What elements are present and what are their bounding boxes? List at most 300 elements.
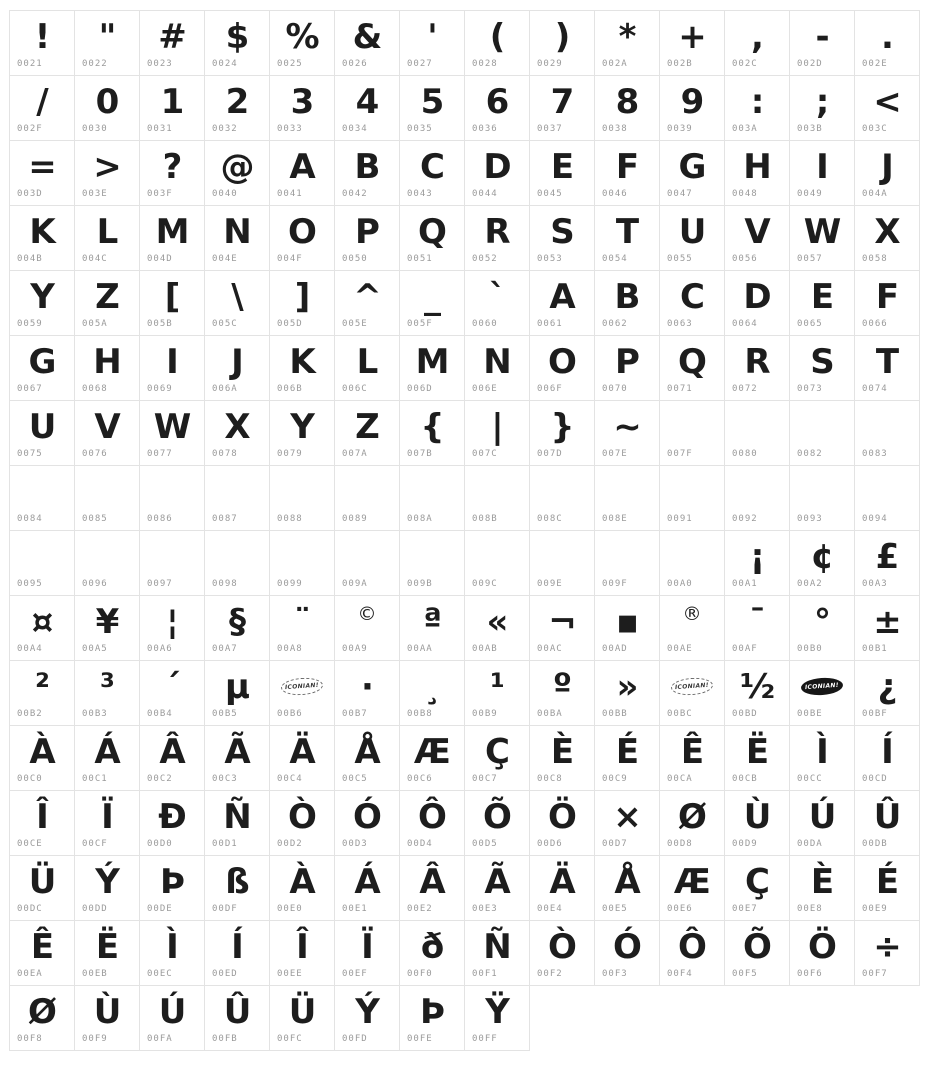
glyph-row	[9, 140, 921, 206]
codepoint-label: 0057	[797, 254, 823, 264]
glyph-cell	[269, 400, 335, 466]
codepoint-label: 00DE	[147, 904, 173, 914]
glyph: ·	[361, 667, 373, 707]
glyph: Ò	[548, 927, 576, 967]
glyph-cell	[594, 725, 660, 791]
codepoint-label: 00A1	[732, 579, 758, 589]
glyph: [	[164, 277, 180, 317]
codepoint-label: 005A	[82, 319, 108, 329]
glyph-cell	[854, 790, 920, 856]
glyph-cell	[139, 205, 205, 271]
glyph: #	[158, 17, 186, 57]
codepoint-label: 0069	[147, 384, 173, 394]
codepoint-label: 008B	[472, 514, 498, 524]
glyph-row	[9, 985, 921, 1051]
codepoint-label: 00F9	[82, 1034, 108, 1044]
glyph-cell	[529, 140, 595, 206]
glyph: W	[803, 212, 841, 252]
glyph-cell	[594, 335, 660, 401]
glyph-cell	[9, 855, 75, 921]
glyph-cell	[139, 985, 205, 1051]
codepoint-label: 00B8	[407, 709, 433, 719]
glyph-cell	[854, 335, 920, 401]
glyph-cell	[74, 985, 140, 1051]
codepoint-label: 00D9	[732, 839, 758, 849]
glyph	[790, 466, 854, 516]
glyph-cell	[334, 855, 400, 921]
glyph-cell	[204, 920, 270, 986]
glyph-row	[9, 530, 921, 596]
codepoint-label: 0043	[407, 189, 433, 199]
codepoint-label: 0028	[472, 59, 498, 69]
glyph-row	[9, 790, 921, 856]
glyph: P	[355, 212, 379, 252]
glyph-cell	[659, 465, 725, 531]
glyph: Ñ	[223, 797, 251, 837]
glyph	[855, 466, 919, 516]
glyph-cell	[464, 335, 530, 401]
glyph-cell	[139, 920, 205, 986]
glyph: D	[483, 147, 511, 187]
glyph: I	[166, 342, 178, 382]
codepoint-label: 002F	[17, 124, 43, 134]
glyph: 2	[225, 82, 249, 122]
glyph: &	[352, 17, 382, 57]
codepoint-label: 00D0	[147, 839, 173, 849]
glyph-cell	[724, 140, 790, 206]
glyph-row	[9, 335, 921, 401]
glyph-cell	[74, 400, 140, 466]
codepoint-label: 0064	[732, 319, 758, 329]
glyph: £	[875, 537, 899, 577]
glyph-cell	[139, 725, 205, 791]
codepoint-label: 0066	[862, 319, 888, 329]
glyph-cell	[399, 530, 465, 596]
codepoint-label: 00A4	[17, 644, 43, 654]
codepoint-label: 003B	[797, 124, 823, 134]
glyph-cell	[204, 270, 270, 336]
codepoint-label: 00A7	[212, 644, 238, 654]
codepoint-label: 0024	[212, 59, 238, 69]
glyph-cell	[139, 530, 205, 596]
codepoint-label: 00C4	[277, 774, 303, 784]
glyph: Ç	[745, 862, 769, 902]
codepoint-label: 007D	[537, 449, 563, 459]
glyph: I	[816, 147, 828, 187]
codepoint-label: 00CA	[667, 774, 693, 784]
glyph-row	[9, 400, 921, 466]
glyph-cell	[9, 595, 75, 661]
codepoint-label: 0059	[17, 319, 43, 329]
glyph: Y	[290, 407, 314, 447]
glyph-cell	[464, 985, 530, 1051]
glyph-cell	[789, 335, 855, 401]
glyph-cell	[464, 205, 530, 271]
codepoint-label: 00E9	[862, 904, 888, 914]
glyph-cell	[139, 10, 205, 76]
glyph: }	[550, 407, 574, 447]
glyph: Å	[354, 732, 380, 772]
glyph-row	[9, 855, 921, 921]
codepoint-label: 00FC	[277, 1034, 303, 1044]
glyph: Z	[95, 277, 119, 317]
glyph: ^	[353, 277, 381, 317]
glyph-cell	[74, 75, 140, 141]
glyph: Ã	[224, 732, 250, 772]
iconian-logo	[660, 661, 724, 711]
glyph-cell	[204, 985, 270, 1051]
codepoint-label: 00DF	[212, 904, 238, 914]
glyph	[530, 531, 594, 581]
codepoint-label: 008E	[602, 514, 628, 524]
codepoint-label: 005B	[147, 319, 173, 329]
codepoint-label: 009E	[537, 579, 563, 589]
glyph-cell	[529, 270, 595, 336]
glyph: V	[744, 212, 770, 252]
glyph: 7	[550, 82, 574, 122]
glyph-cell	[724, 10, 790, 76]
glyph	[205, 531, 269, 581]
glyph: Í	[881, 732, 893, 772]
glyph: Á	[354, 862, 380, 902]
glyph-cell	[854, 10, 920, 76]
codepoint-label: 00CE	[17, 839, 43, 849]
codepoint-label: 004A	[862, 189, 888, 199]
codepoint-label: 00D8	[667, 839, 693, 849]
codepoint-label: 0061	[537, 319, 563, 329]
glyph: ÷	[873, 927, 901, 967]
glyph-cell	[724, 335, 790, 401]
glyph: ?	[162, 147, 182, 187]
glyph	[400, 531, 464, 581]
codepoint-label: 004F	[277, 254, 303, 264]
glyph-cell	[399, 270, 465, 336]
codepoint-label: 003A	[732, 124, 758, 134]
codepoint-label: 00F4	[667, 969, 693, 979]
glyph: M	[155, 212, 189, 252]
glyph: ®	[682, 603, 702, 625]
glyph: ð	[420, 927, 444, 967]
glyph-cell	[659, 10, 725, 76]
codepoint-label: 0070	[602, 384, 628, 394]
codepoint-label: 00F1	[472, 969, 498, 979]
codepoint-label: 0052	[472, 254, 498, 264]
codepoint-label: 0050	[342, 254, 368, 264]
glyph-cell	[74, 725, 140, 791]
glyph: L	[356, 342, 378, 382]
glyph-cell	[789, 10, 855, 76]
glyph	[400, 466, 464, 516]
glyph-cell	[789, 400, 855, 466]
codepoint-label: 004B	[17, 254, 43, 264]
glyph-row	[9, 205, 921, 271]
glyph-cell	[399, 595, 465, 661]
glyph: N	[223, 212, 251, 252]
glyph-cell	[139, 790, 205, 856]
codepoint-label: 0032	[212, 124, 238, 134]
codepoint-label: 0044	[472, 189, 498, 199]
glyph-cell	[269, 205, 335, 271]
codepoint-label: 00FF	[472, 1034, 498, 1044]
codepoint-label: 002B	[667, 59, 693, 69]
glyph: P	[615, 342, 639, 382]
glyph: E	[550, 147, 574, 187]
glyph-cell	[74, 465, 140, 531]
glyph: F	[875, 277, 899, 317]
codepoint-label: 008A	[407, 514, 433, 524]
glyph: Ö	[808, 927, 836, 967]
glyph-cell	[9, 10, 75, 76]
glyph-cell	[9, 270, 75, 336]
glyph: Ù	[743, 797, 771, 837]
codepoint-label: 006E	[472, 384, 498, 394]
glyph-cell	[724, 400, 790, 466]
codepoint-label: 00C2	[147, 774, 173, 784]
glyph-cell	[269, 920, 335, 986]
glyph: Ý	[95, 862, 119, 902]
glyph-cell	[789, 270, 855, 336]
glyph-cell	[9, 660, 75, 726]
codepoint-label: 0083	[862, 449, 888, 459]
codepoint-label: 0072	[732, 384, 758, 394]
glyph-cell	[789, 75, 855, 141]
glyph: A	[289, 147, 315, 187]
glyph: ×	[613, 797, 641, 837]
codepoint-label: 006C	[342, 384, 368, 394]
glyph-cell	[269, 270, 335, 336]
codepoint-label: 00D2	[277, 839, 303, 849]
glyph-cell	[204, 465, 270, 531]
glyph: O	[288, 212, 316, 252]
glyph-cell	[854, 140, 920, 206]
glyph: ▪	[615, 602, 639, 642]
glyph: E	[810, 277, 834, 317]
codepoint-label: 00EA	[17, 969, 43, 979]
codepoint-label: 0068	[82, 384, 108, 394]
codepoint-label: 00C3	[212, 774, 238, 784]
glyph-cell	[399, 400, 465, 466]
glyph: 8	[615, 82, 639, 122]
codepoint-label: 0078	[212, 449, 238, 459]
glyph: J	[231, 342, 243, 382]
codepoint-label: 0035	[407, 124, 433, 134]
glyph-cell	[659, 205, 725, 271]
glyph-cell	[529, 205, 595, 271]
glyph-cell	[594, 530, 660, 596]
glyph-cell	[139, 140, 205, 206]
glyph-cell	[659, 75, 725, 141]
glyph-row	[9, 465, 921, 531]
glyph-cell	[139, 335, 205, 401]
glyph-row	[9, 270, 921, 336]
codepoint-label: 00C6	[407, 774, 433, 784]
glyph: !	[34, 17, 50, 57]
codepoint-label: 007B	[407, 449, 433, 459]
glyph	[725, 401, 789, 451]
glyph: Å	[614, 862, 640, 902]
glyph-cell	[659, 855, 725, 921]
glyph-cell	[659, 595, 725, 661]
codepoint-label: 0042	[342, 189, 368, 199]
glyph-cell	[74, 660, 140, 726]
glyph: Î	[36, 797, 48, 837]
glyph: Õ	[743, 927, 771, 967]
codepoint-label: 0040	[212, 189, 238, 199]
glyph-cell	[529, 10, 595, 76]
glyph-cell	[9, 790, 75, 856]
codepoint-label: 00F7	[862, 969, 888, 979]
codepoint-label: 00C5	[342, 774, 368, 784]
glyph	[270, 531, 334, 581]
glyph: Ý	[355, 992, 379, 1032]
codepoint-label: 0030	[82, 124, 108, 134]
glyph: ß	[225, 862, 249, 902]
codepoint-label: 00B6	[277, 709, 303, 719]
codepoint-label: 008C	[537, 514, 563, 524]
glyph-cell	[659, 920, 725, 986]
codepoint-label: 00EB	[82, 969, 108, 979]
glyph-cell	[529, 400, 595, 466]
glyph-cell	[269, 75, 335, 141]
glyph: Ÿ	[485, 992, 509, 1032]
glyph: °	[814, 602, 830, 642]
glyph-cell	[789, 140, 855, 206]
glyph: Ì	[816, 732, 828, 772]
glyph-cell	[724, 465, 790, 531]
codepoint-label: 009F	[602, 579, 628, 589]
codepoint-label: 007C	[472, 449, 498, 459]
codepoint-label: 0065	[797, 319, 823, 329]
codepoint-label: 0093	[797, 514, 823, 524]
glyph-cell	[724, 270, 790, 336]
glyph-cell	[399, 920, 465, 986]
glyph: L	[96, 212, 118, 252]
glyph-cell	[334, 140, 400, 206]
codepoint-label: 0085	[82, 514, 108, 524]
glyph-cell	[204, 335, 270, 401]
codepoint-label: 0036	[472, 124, 498, 134]
codepoint-label: 002E	[862, 59, 888, 69]
glyph: T	[875, 342, 899, 382]
codepoint-label: 00A0	[667, 579, 693, 589]
glyph: ~	[613, 407, 641, 447]
glyph	[595, 466, 659, 516]
glyph: ;	[815, 82, 829, 122]
codepoint-label: 0027	[407, 59, 433, 69]
glyph-cell	[269, 530, 335, 596]
glyph-cell	[464, 530, 530, 596]
codepoint-label: 00D4	[407, 839, 433, 849]
glyph: À	[29, 732, 55, 772]
glyph: _	[424, 277, 440, 317]
codepoint-label: 004C	[82, 254, 108, 264]
glyph-cell	[9, 140, 75, 206]
glyph: Â	[159, 732, 185, 772]
glyph: <	[873, 82, 901, 122]
glyph: Ô	[678, 927, 706, 967]
codepoint-label: 0084	[17, 514, 43, 524]
glyph: .	[881, 17, 893, 57]
codepoint-label: 0038	[602, 124, 628, 134]
glyph-cell	[74, 790, 140, 856]
glyph: Û	[873, 797, 901, 837]
glyph: B	[354, 147, 380, 187]
glyph-cell	[594, 205, 660, 271]
codepoint-label: 00F2	[537, 969, 563, 979]
codepoint-label: 00F8	[17, 1034, 43, 1044]
codepoint-label: 0099	[277, 579, 303, 589]
glyph: Ò	[288, 797, 316, 837]
glyph-cell	[399, 75, 465, 141]
glyph-cell	[789, 205, 855, 271]
glyph-cell	[594, 400, 660, 466]
codepoint-label: 0067	[17, 384, 43, 394]
codepoint-label: 00E1	[342, 904, 368, 914]
iconian-logo-text: ICONIAN!	[671, 676, 714, 696]
codepoint-label: 009C	[472, 579, 498, 589]
codepoint-label: 0023	[147, 59, 173, 69]
glyph: >	[93, 147, 121, 187]
glyph-cell	[854, 725, 920, 791]
glyph: ¨	[294, 602, 310, 642]
glyph: º	[552, 667, 572, 707]
glyph-cell	[9, 985, 75, 1051]
glyph-cell	[204, 660, 270, 726]
glyph-cell	[529, 920, 595, 986]
codepoint-label: 00D7	[602, 839, 628, 849]
codepoint-label: 00FD	[342, 1034, 368, 1044]
glyph: Ï	[101, 797, 113, 837]
codepoint-label: 00A2	[797, 579, 823, 589]
codepoint-label: 0049	[797, 189, 823, 199]
glyph-cell	[789, 855, 855, 921]
glyph: :	[750, 82, 764, 122]
codepoint-label: 00C1	[82, 774, 108, 784]
glyph-cell	[139, 400, 205, 466]
glyph: Ã	[484, 862, 510, 902]
glyph-cell	[74, 530, 140, 596]
glyph-cell	[9, 530, 75, 596]
codepoint-label: 00EE	[277, 969, 303, 979]
glyph-cell	[464, 75, 530, 141]
codepoint-label: 0048	[732, 189, 758, 199]
glyph-cell	[529, 790, 595, 856]
glyph: ²	[35, 667, 49, 707]
glyph: |	[491, 407, 503, 447]
glyph: Ú	[808, 797, 836, 837]
glyph-cell	[269, 660, 335, 726]
glyph-cell	[399, 985, 465, 1051]
codepoint-label: 0031	[147, 124, 173, 134]
glyph-cell	[399, 725, 465, 791]
glyph: G	[28, 342, 56, 382]
codepoint-label: 0025	[277, 59, 303, 69]
codepoint-label: 00B3	[82, 709, 108, 719]
glyph-cell	[139, 465, 205, 531]
iconian-logo	[790, 661, 854, 711]
codepoint-label: 004E	[212, 254, 238, 264]
glyph: Ð	[158, 797, 186, 837]
codepoint-label: 0073	[797, 384, 823, 394]
iconian-logo	[270, 661, 334, 711]
glyph-cell	[269, 595, 335, 661]
glyph: J	[881, 147, 893, 187]
glyph-row	[9, 725, 921, 791]
glyph: ³	[100, 667, 114, 707]
codepoint-label: 00E2	[407, 904, 433, 914]
codepoint-label: 00F0	[407, 969, 433, 979]
glyph	[855, 401, 919, 451]
